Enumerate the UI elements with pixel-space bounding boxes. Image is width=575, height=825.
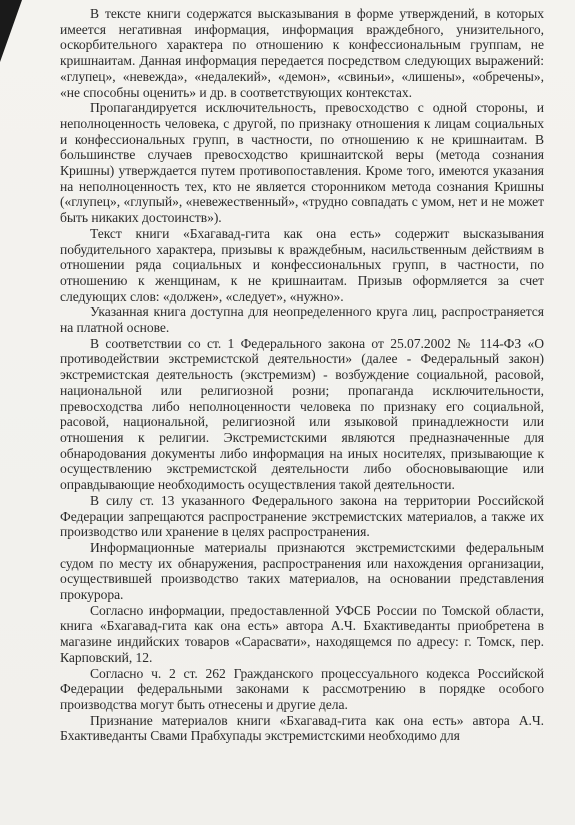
paragraph-5: В соответствии со ст. 1 Федерального закона от 25.07.2002 № 114-ФЗ «О противодействии экстремистской деятельности» (далее - Федеральный закон) экстремистская деятельность (экстремизм) - возбуждение социальной, расовой, национальной или религиозной розни; пропаганда исключительности, превосходства либо неполноценности человека по признаку его социальной, расовой, национальной, религиозной или языковой принадлежности или отношения к религии. Экстремистскими являются предназначенные для обнародования документы либо информация на иных носителях, призывающие к осуществлению экстремистской деятельности либо обосновывающие или оправдывающие необходимость осуществления такой деятельности. (60, 335, 544, 493)
paragraph-7: Информационные материалы признаются экстремистскими федеральным судом по месту их обнаружения, распространения или нахождения организации, осуществившей производство таких материалов, на основании представления прокурора. (60, 539, 544, 603)
document-body (60, 6, 544, 744)
paragraph-6: В силу ст. 13 указанного Федерального закона на территории Российской Федерации запрещаются распространение экстремистских материалов, а также их производство или хранение в целях распространения. (60, 492, 544, 540)
paragraph-1: В тексте книги содержатся высказывания в форме утверждений, в которых имеется негативная информация, информация враждебного, унизительного, оскорбительного характера по отношению к конфессиональным группам, не кришнаитам. Данная информация передается посредством следующих выражений: «глупец», «невежда», «недалекий», «демон», «свиньи», «лишены», «обречены», «не способны оценить» и др. в соответствующих контекстах. (60, 6, 544, 100)
scan-edge-shadow (0, 0, 22, 62)
paragraph-3: Текст книги «Бхагавад-гита как она есть» содержит высказывания побудительного характера, призывы к враждебным, насильственным действиям в отношении ряда социальных и конфессиональных групп, в частности, по отношению к женщинам, к не кришнаитам. Призыв оформляется за счет следующих слов: «должен», «следует», «нужно». (60, 225, 544, 304)
paragraph-10: Признание материалов книги «Бхагавад-гита как она есть» автора А.Ч. Бхактиведанты Свами Прабхупады экстремистскими необходимо для (60, 712, 544, 744)
paragraph-8: Согласно информации, предоставленной УФСБ России по Томской области, книга «Бхагавад-гита как она есть» автора А.Ч. Бхактиведанты приобретена в магазине индийских товаров «Сарасвати», находящемся по адресу: г. Томск, пер. Карповский, 12. (60, 602, 544, 665)
paragraph-9: Согласно ч. 2 ст. 262 Гражданского процессуального кодекса Российской Федерации федеральными законами к рассмотрению в порядке особого производства могут быть отнесены и другие дела. (60, 665, 544, 712)
paragraph-2: Пропагандируется исключительность, превосходство с одной стороны, и неполноценность человека, с другой, по признаку отношения к лицам социальных и конфессиональных групп, в частности, по отношению к не кришнаитам. В большинстве случаев превосходство кришнаитской веры (метода сознания Кришны) утверждается путем противопоставления. Кроме того, имеются указания на неполноценность тех, кто не является сторонником метода сознания Кришны («глупец», «глупый», «невежественный», «трудно совпадать с умом, нет и не может быть никаких достоинств»). (60, 100, 544, 226)
paragraph-4: Указанная книга доступна для неопределенного круга лиц, распространяется на платной основе. (60, 304, 544, 336)
